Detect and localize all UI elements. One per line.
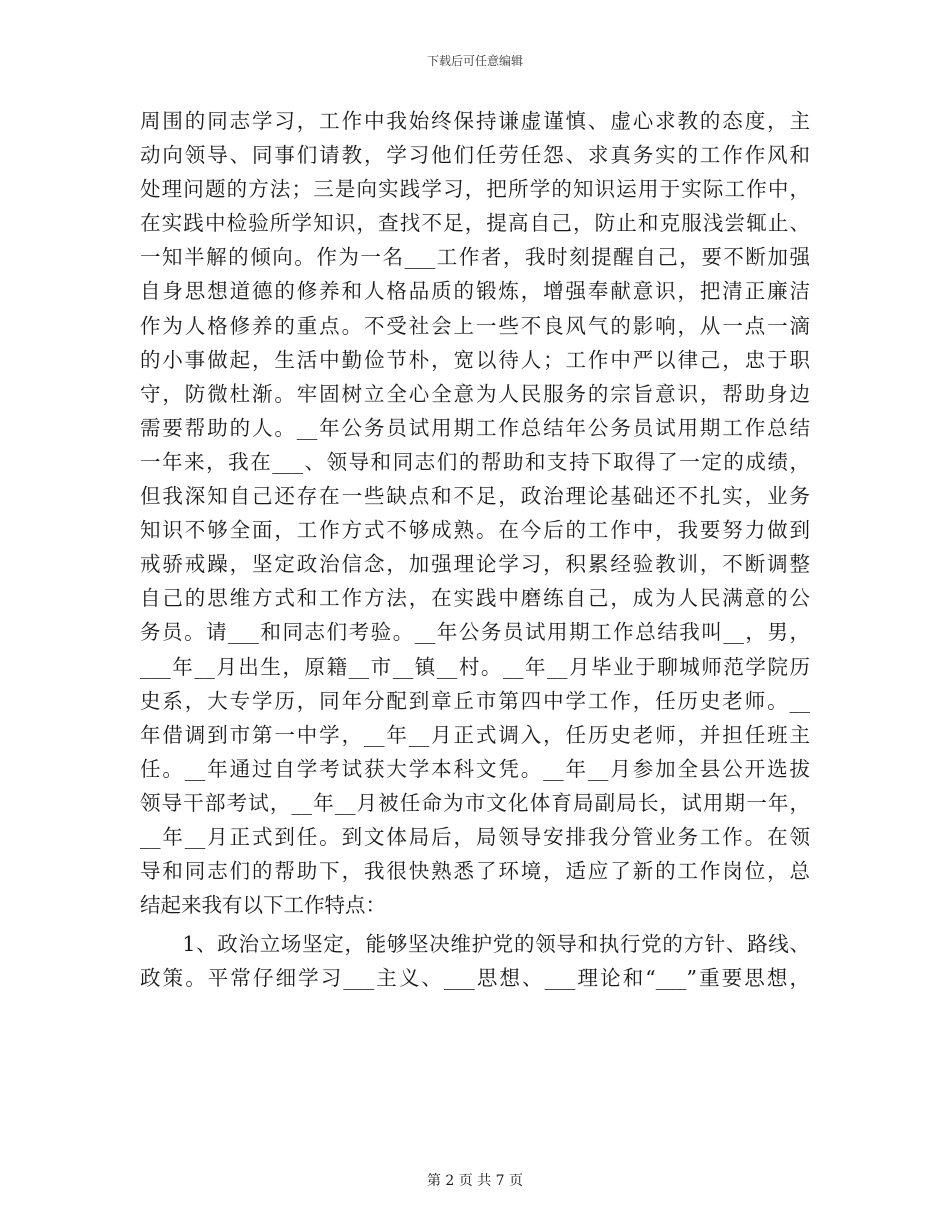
text-line: 结起来我有以下工作特点： [140,893,386,918]
text-line: 一年来，我在___、领导和同志们的帮助和支持下取得了一定的成绩， [140,449,810,474]
text-line: 知识不够全面，工作方式不够成熟。在今后的工作中，我要努力做到 [140,518,810,543]
text-line: 领导干部考试，__年__月被任命为市文化体育局副局长，试用期一年， [140,790,810,815]
text-line: 政策。平常仔细学习___主义、___思想、___理论和“___”重要思想， [140,966,810,991]
text-line: 任。__年通过自学考试获大学本科文凭。__年__月参加全县公开选拔 [140,756,810,781]
text-line: 守，防微杜渐。牢固树立全心全意为人民服务的宗旨意识，帮助身边 [140,381,810,406]
text-line: 自身思想道德的修养和人格品质的锻炼，增强奉献意识，把清正廉洁 [140,279,810,304]
paragraph [140,927,810,995]
text-line: 一知半解的倾向。作为一名___工作者，我时刻提醒自己，要不断加强 [140,245,810,270]
text-line: 务员。请___和同志们考验。__年公务员试用期工作总结我叫__，男， [140,620,810,645]
text-line: 需要帮助的人。__年公务员试用期工作总结年公务员试用期工作总结 [140,415,810,440]
text-line: 自己的思维方式和工作方法，在实践中磨练自己，成为人民满意的公 [140,586,810,611]
page-header: 下载后可任意编辑 [426,54,523,68]
document-body [140,104,810,995]
text-line: 戒骄戒躁，坚定政治信念，加强理论学习，积累经验教训，不断调整 [140,552,810,577]
text-line: 动向领导、同事们请教，学习他们任劳任怨、求真务实的工作作风和 [140,143,810,168]
text-line: 史系，大专学历，同年分配到章丘市第四中学工作，任历史老师。__ [140,688,810,713]
text-line: 1、政治立场坚定，能够坚决维护党的领导和执行党的方针、路线、 [140,932,810,957]
text-line: 但我深知自己还存在一些缺点和不足，政治理论基础还不扎实，业务 [140,484,810,509]
text-line: 作为人格修养的重点。不受社会上一些不良风气的影响，从一点一滴 [140,313,810,338]
text-line: 年借调到市第一中学，__年__月正式调入，任历史老师，并担任班主 [140,722,810,747]
text-line: ___年__月出生，原籍__市__镇__村。__年__月毕业于聊城师范学院历 [140,654,810,679]
page-footer: 第 2 页 共 7 页 [426,1173,524,1189]
text-line: 周围的同志学习，工作中我始终保持谦虚谨慎、虚心求教的态度，主 [140,109,810,133]
paragraph [140,104,810,922]
text-line: 的小事做起，生活中勤俭节朴，宽以待人；工作中严以律己，忠于职 [140,347,810,372]
text-line: 在实践中检验所学知识，查找不足，提高自己，防止和克服浅尝辄止、 [140,211,810,236]
text-line: 导和同志们的帮助下，我很快熟悉了环境，适应了新的工作岗位，总 [140,859,810,884]
text-line: 处理问题的方法；三是向实践学习，把所学的知识运用于实际工作中， [140,177,810,202]
text-line: __年__月正式到任。到文体局后，局领导安排我分管业务工作。在领 [140,824,810,849]
